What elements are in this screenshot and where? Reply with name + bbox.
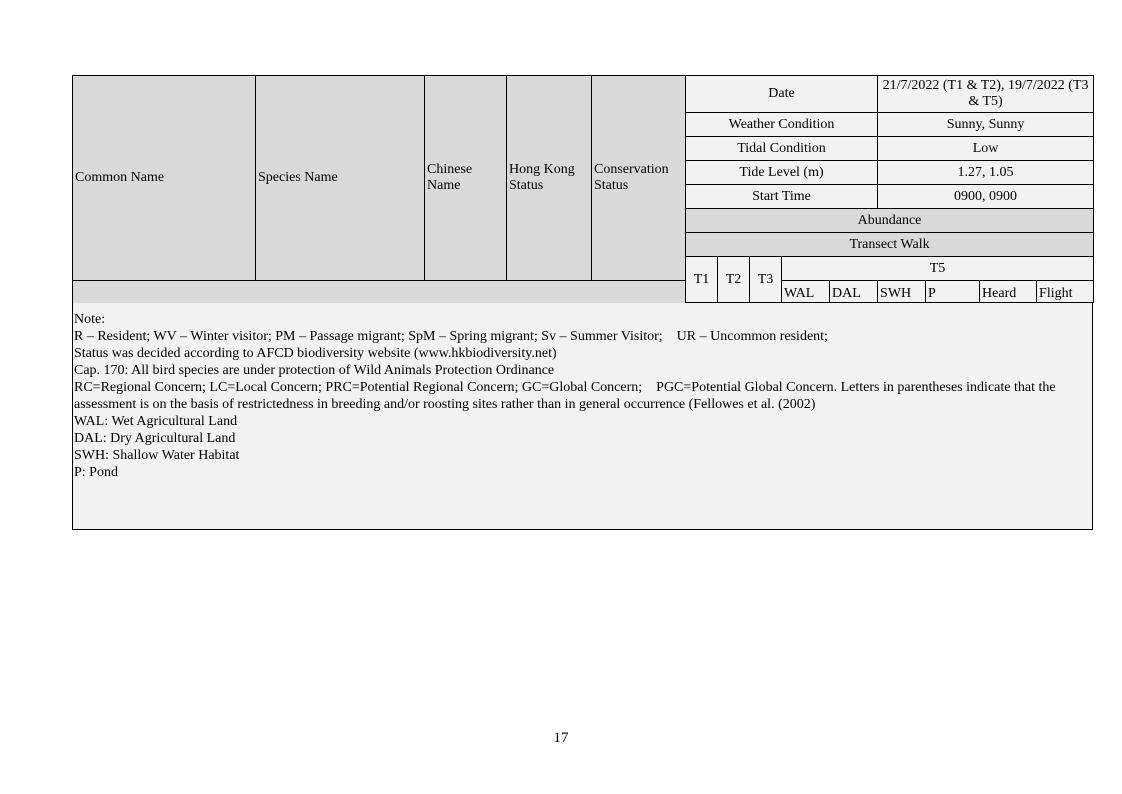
note-wal: WAL: Wet Agricultural Land [74,414,238,429]
note-swh: SWH: Shallow Water Habitat [74,448,240,463]
page-number: 17 [553,730,569,746]
transect-t3: T3 [750,257,782,303]
t5-sub-swh: SWH [878,281,926,303]
t5-sub-heard: Heard [980,281,1037,303]
condition-label-tide-level: Tide Level (m) [686,161,878,185]
t5-sub-dal: DAL [830,281,878,303]
condition-value-tidal: Low [878,137,1094,161]
header-species-name: Species Name [256,76,425,281]
condition-label-weather: Weather Condition [686,113,878,137]
condition-value-weather: Sunny, Sunny [878,113,1094,137]
note-concern-codes: RC=Regional Concern; LC=Local Concern; PRC=Potential Regional Concern; GC=Global Concern; PGC=Potential Global Concern. Letters in parentheses indicate that the assessment is on the basis of restrictedness in breeding and/or roosting sites rather than in general occurrence (Fellowes et al. (2002) [74,380,1060,412]
transect-t5: T5 [782,257,1094,281]
transect-t2: T2 [718,257,750,303]
abundance-header: Abundance [686,209,1094,233]
header-chinese-name: Chinese Name [425,76,507,281]
header-hk-status: Hong Kong Status [507,76,592,281]
t5-sub-p: P [926,281,980,303]
condition-label-start-time: Start Time [686,185,878,209]
condition-value-tide-level: 1.27, 1.05 [878,161,1094,185]
condition-label-date: Date [686,76,878,113]
condition-value-date: 21/7/2022 (T1 & T2), 19/7/2022 (T3 & T5) [878,76,1094,113]
t5-sub-wal: WAL [782,281,830,303]
note-cap170: Cap. 170: All bird species are under protection of Wild Animals Protection Ordinance [74,363,555,378]
condition-value-start-time: 0900, 0900 [878,185,1094,209]
note-p: P: Pond [74,465,118,480]
t5-sub-flight: Flight [1037,281,1094,303]
condition-label-tidal: Tidal Condition [686,137,878,161]
note-status-codes: R – Resident; WV – Winter visitor; PM – Passage migrant; SpM – Spring migrant; Sv – Summer Visitor; UR – Uncommon resident; [74,329,828,344]
header-conservation-status: Conservation Status [592,76,686,281]
transect-walk-header: Transect Walk [686,233,1094,257]
note-title: Note: [74,312,106,327]
note-status-source: Status was decided according to AFCD biodiversity website (www.hkbiodiversity.net) [74,346,557,361]
note-dal: DAL: Dry Agricultural Land [74,431,236,446]
transect-t1: T1 [686,257,718,303]
table-notes [74,311,1090,481]
header-common-name: Common Name [73,76,256,281]
bird-survey-table [72,75,1094,303]
